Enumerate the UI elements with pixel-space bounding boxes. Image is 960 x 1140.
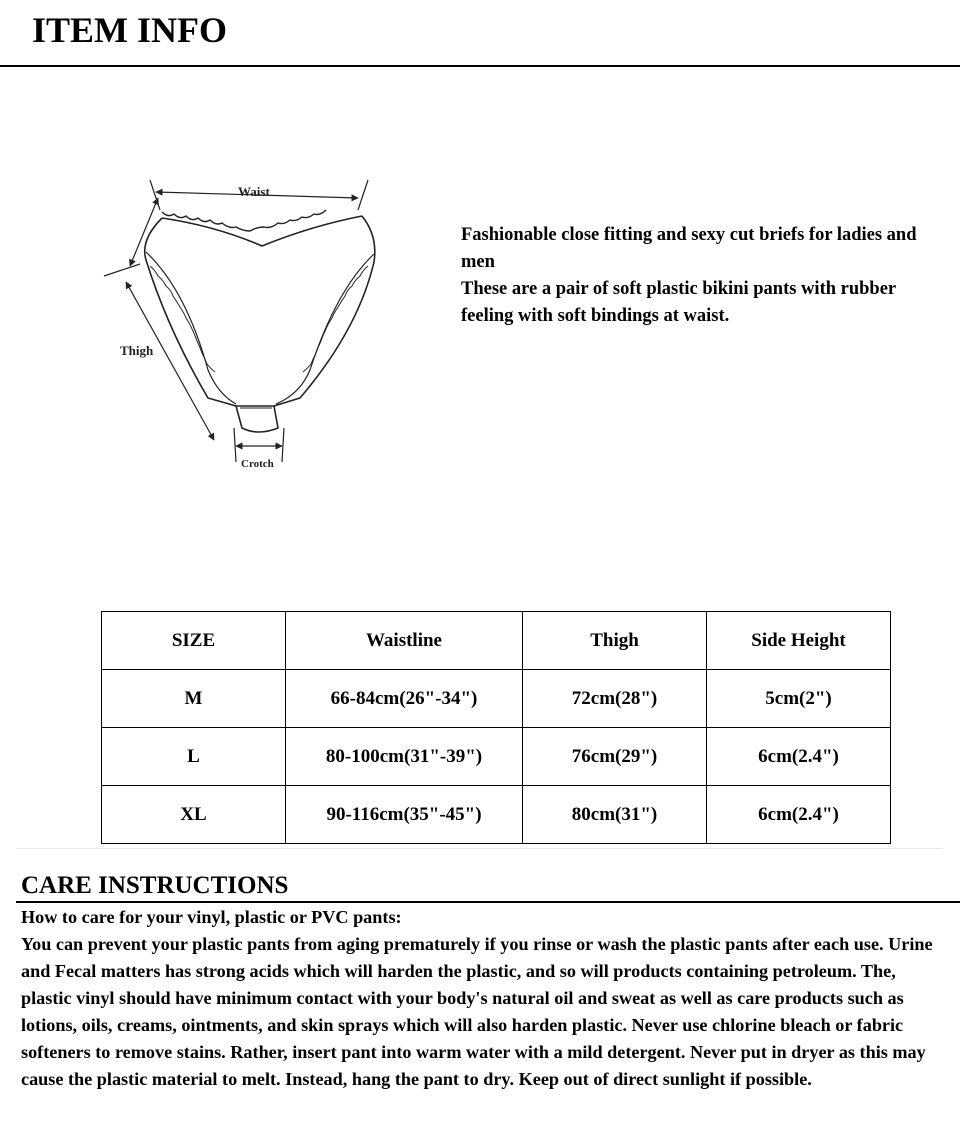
briefs-illustration (145, 210, 375, 432)
table-cell: L (102, 728, 286, 786)
table-cell: 66-84cm(26"-34") (286, 670, 523, 728)
waist-label: Waist (238, 184, 270, 199)
thigh-label: Thigh (120, 343, 154, 358)
description-line: Fashionable close fitting and sexy cut briefs for ladies and men (461, 225, 917, 272)
column-header-thigh: Thigh (523, 612, 707, 670)
page-title: ITEM INFO (32, 10, 228, 50)
table-cell: 72cm(28") (523, 670, 707, 728)
table-bottom-shadow (16, 848, 942, 849)
table-row (102, 670, 891, 728)
table-row (102, 786, 891, 844)
care-instructions-text (21, 904, 946, 1093)
table-cell: M (102, 670, 286, 728)
size-chart-table (101, 611, 891, 844)
care-instructions-title: CARE INSTRUCTIONS (21, 872, 289, 899)
table-cell: 80-100cm(31"-39") (286, 728, 523, 786)
title-divider (0, 65, 960, 67)
column-header-side-height: Side Height (707, 612, 891, 670)
table-header-row (102, 612, 891, 670)
briefs-measurement-diagram (96, 170, 396, 480)
table-cell: XL (102, 786, 286, 844)
column-header-waistline: Waistline (286, 612, 523, 670)
care-paragraph: You can prevent your plastic pants from aging prematurely if you rinse or wash the plastic pants after each use. Urine and Fecal matters has strong acids which will harden the plastic, and so will products containing petroleum. The, plastic vinyl should have minimum contact with your body's natural oil and sweat as well as care products such as lotions, oils, creams, ointments, and skin sprays which will also harden plastic. Never use chlorine bleach or fabric softeners to remove stains. Rather, insert pant into warm water with a mild detergent. Never put in dryer as this may cause the plastic material to melt. Instead, hang the pant to dry. Keep out of direct sunlight if possible. (21, 934, 933, 1089)
care-divider (16, 901, 960, 903)
crotch-label: Crotch (241, 458, 274, 470)
table-cell: 76cm(29") (523, 728, 707, 786)
column-header-size: SIZE (102, 612, 286, 670)
table-cell: 6cm(2.4") (707, 786, 891, 844)
product-description (461, 222, 931, 330)
table-row (102, 728, 891, 786)
care-intro: How to care for your vinyl, plastic or PVC pants: (21, 907, 402, 927)
table-cell: 80cm(31") (523, 786, 707, 844)
table-cell: 6cm(2.4") (707, 728, 891, 786)
table-cell: 90-116cm(35"-45") (286, 786, 523, 844)
table-cell: 5cm(2") (707, 670, 891, 728)
description-line: These are a pair of soft plastic bikini pants with rubber feeling with soft bindings at waist. (461, 279, 896, 326)
